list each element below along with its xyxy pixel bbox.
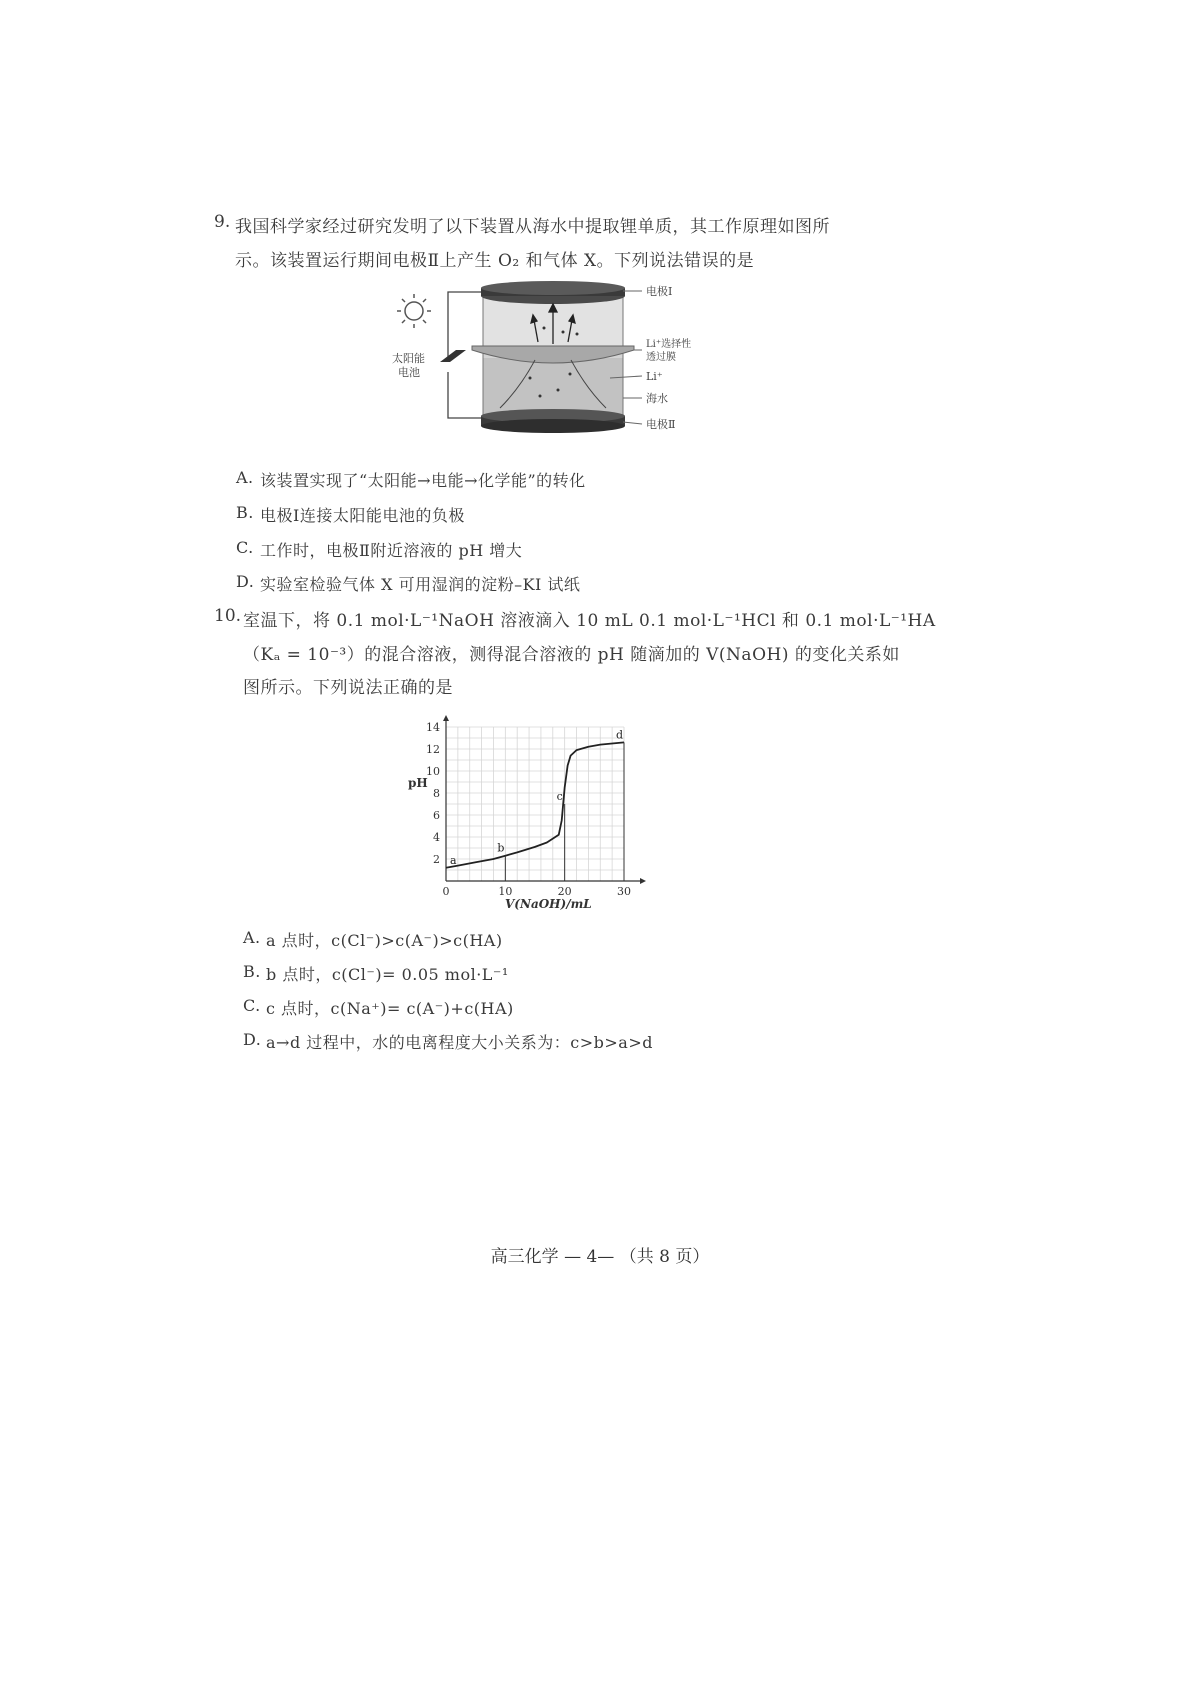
y-tick-label: 2 [433, 853, 440, 866]
x-tick-label: 0 [442, 885, 450, 898]
option-text: 实验室检验气体 X 可用湿润的淀粉–KI 试纸 [260, 575, 581, 594]
option-letter: D. [243, 1030, 262, 1049]
q9-stem-line1: 我国科学家经过研究发明了以下装置从海水中提取锂单质，其工作原理如图所 [235, 217, 830, 237]
option-text: c 点时，c(Na⁺)= c(A⁻)+c(HA) [266, 999, 514, 1018]
label-electrode-1: 电极Ⅰ [646, 285, 673, 298]
option-text: 工作时，电极Ⅱ附近溶液的 pH 增大 [260, 541, 523, 560]
chart-xlabel: V(NaOH)/mL [505, 897, 592, 911]
ph-titration-chart [400, 715, 660, 915]
option-text: a 点时，c(Cl⁻)>c(A⁻)>c(HA) [266, 931, 503, 950]
y-tick-label: 14 [426, 721, 440, 734]
point-label-c: c [556, 790, 563, 803]
point-label-a: a [450, 853, 457, 867]
page-footer: 高三化学 — 4— （共 8 页） [490, 1247, 710, 1267]
label-li-ion: Li⁺ [646, 370, 663, 383]
x-tick-label: 20 [557, 885, 572, 898]
option-letter: D. [236, 572, 255, 591]
chart-grid [446, 727, 624, 881]
q10-stem-line1: 室温下，将 0.1 mol·L⁻¹NaOH 溶液滴入 10 mL 0.1 mol·L⁻¹HCl 和 0.1 mol·L⁻¹HA [243, 611, 936, 631]
q9-stem-line2: 示。该装置运行期间电极Ⅱ上产生 O₂ 和气体 X。下列说法错误的是 [235, 251, 755, 271]
chart-points [450, 728, 624, 881]
point-label-d: d [616, 728, 624, 742]
q10-number: 10. [214, 606, 242, 626]
option-letter: C. [236, 538, 254, 557]
y-tick-label: 8 [433, 787, 440, 800]
y-tick-label: 10 [426, 765, 440, 778]
label-solar-1: 太阳能 [392, 352, 425, 365]
chart-series [446, 742, 624, 867]
x-axis-arrow [640, 878, 646, 884]
label-membrane-1: Li⁺选择性 [646, 339, 692, 350]
y-tick-label: 4 [433, 831, 440, 844]
point-label-b: b [497, 841, 505, 855]
label-solar-2: 电池 [398, 366, 420, 379]
option-text: 该装置实现了“太阳能→电能→化学能”的转化 [260, 471, 586, 490]
y-tick-label: 12 [426, 743, 440, 756]
solar-panel-icon [440, 350, 466, 362]
q10-stem-line2: （Kₐ = 10⁻³）的混合溶液，测得混合溶液的 pH 随滴加的 V(NaOH) 的变化关系如 [243, 645, 900, 665]
electrolysis-device-figure [380, 278, 700, 448]
x-tick-label: 30 [617, 885, 631, 898]
q10-stem-line3: 图所示。下列说法正确的是 [243, 678, 453, 698]
option-text: b 点时，c(Cl⁻)= 0.05 mol·L⁻¹ [266, 965, 509, 984]
option-letter: A. [236, 468, 254, 487]
chart-ylabel: pH [408, 776, 428, 790]
option-text: 电极Ⅰ连接太阳能电池的负极 [260, 506, 465, 525]
q9-number: 9. [214, 212, 231, 232]
sun-icon [397, 294, 431, 328]
option-letter: C. [243, 996, 261, 1015]
y-axis-arrow [443, 715, 449, 721]
x-tick-label: 10 [498, 885, 513, 898]
label-membrane-2: 透过膜 [646, 352, 676, 363]
label-seawater: 海水 [646, 392, 668, 405]
label-electrode-2: 电极Ⅱ [646, 418, 676, 431]
ph-curve [446, 742, 624, 867]
option-letter: B. [236, 503, 254, 522]
option-letter: A. [243, 928, 261, 947]
y-tick-label: 6 [433, 809, 440, 822]
option-letter: B. [243, 962, 261, 981]
option-text: a→d 过程中，水的电离程度大小关系为：c>b>a>d [266, 1033, 653, 1052]
